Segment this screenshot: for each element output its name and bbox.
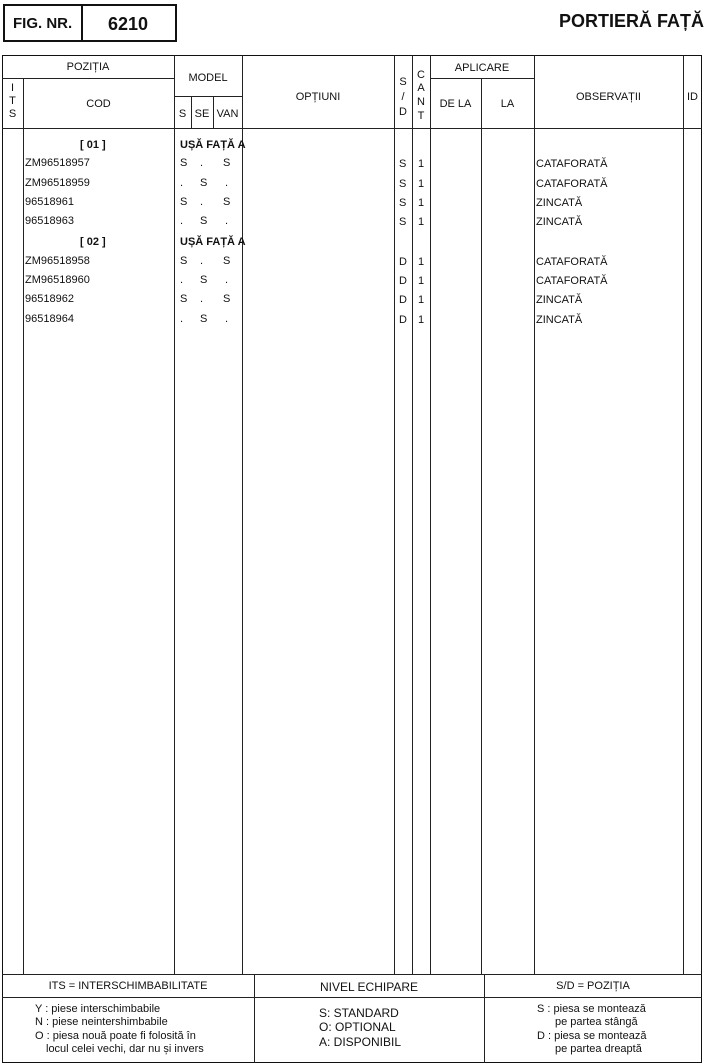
hline-pozitia [2,78,174,79]
obs-cell: ZINCATĂ [536,216,583,228]
hline-model [174,96,242,97]
sd-cell: S [399,197,407,209]
col-line-cod [174,55,175,974]
obs-cell: ZINCATĂ [536,294,583,306]
sd-cell: S [399,216,407,228]
cod-cell: 96518962 [25,293,74,305]
group-position: [ 02 ] [80,236,106,248]
fig-label: FIG. NR. [13,15,73,32]
model-se-cell: S [200,274,208,286]
header-la: LA [500,98,515,110]
header-cod: COD [86,98,111,110]
obs-cell: ZINCATĂ [536,314,583,326]
model-van-cell: S [223,196,231,208]
header-its-i: I [10,82,15,94]
legend-nivel-line: O: OPTIONAL [319,1020,396,1034]
model-s-cell: . [180,274,184,286]
hline-legend-top [2,974,702,975]
model-van-cell: . [225,215,229,227]
legend-its-title: ITS = INTERSCHIMBABILITATE [48,980,208,992]
model-van-cell: S [223,293,231,305]
header-observatii: OBSERVAȚII [575,91,641,103]
legend-nivel-line: S: STANDARD [319,1006,399,1020]
cant-cell: 1 [418,256,425,268]
model-van-cell: S [223,255,231,267]
col-line-cant [430,55,431,974]
parts-table [2,55,702,1063]
model-van-cell: S [223,157,231,169]
obs-cell: CATAFORATĂ [536,256,608,268]
obs-cell: ZINCATĂ [536,197,583,209]
cant-cell: 1 [418,294,425,306]
model-se-cell: . [200,255,204,267]
model-van-cell: . [225,313,229,325]
cod-cell: ZM96518957 [25,157,90,169]
header-its-s: S [8,108,17,120]
col-line-la [534,55,535,974]
header-model-se: SE [194,108,210,120]
model-s-cell: S [180,196,188,208]
header-cant-c: C [417,69,425,81]
header-model-van: VAN [216,108,239,120]
fig-number: 6210 [108,14,149,34]
model-s-cell: . [180,313,184,325]
cant-cell: 1 [418,216,425,228]
model-s-cell: S [180,293,188,305]
header-sd-d: D [399,106,407,118]
fig-number-box [81,4,177,42]
hline-legend-title [2,997,702,998]
group-name: UȘĂ FAȚĂ A [180,236,246,248]
header-pozitia: POZIȚIA [66,61,110,73]
sd-cell: S [399,158,407,170]
model-se-cell: S [200,177,208,189]
sd-cell: S [399,178,407,190]
header-cant-t: T [417,110,425,122]
sd-cell: D [399,275,407,287]
model-s-cell: . [180,215,184,227]
header-sd-s: S [399,76,407,88]
model-se-cell: S [200,215,208,227]
obs-cell: CATAFORATĂ [536,158,608,170]
cod-cell: 96518961 [25,196,74,208]
model-s-cell: S [180,255,188,267]
model-van-cell: . [225,274,229,286]
header-aplicare: APLICARE [454,62,510,74]
cant-cell: 1 [418,275,425,287]
cant-cell: 1 [418,158,425,170]
header-model: MODEL [188,72,228,84]
page-title: PORTIERĂ FAȚĂ [558,11,704,31]
legend-sd-line: pe partea stângă [555,1016,638,1028]
legend-nivel-title: NIVEL ECHIPARE [319,980,419,994]
model-se-cell: S [200,313,208,325]
sd-cell: D [399,294,407,306]
legend-its-line: locul celei vechi, dar nu și invers [46,1043,204,1055]
sd-cell: D [399,256,407,268]
legend-sd-line: S : piesa se montează [537,1003,646,1015]
header-de-la: DE LA [439,98,472,110]
legend-its-line: Y : piese interschimbabile [35,1003,161,1015]
legend-nivel-line: A: DISPONIBIL [319,1035,402,1049]
cod-cell: ZM96518959 [25,177,90,189]
header-optiuni: OPȚIUNI [295,91,341,103]
header-cant-a: A [417,82,425,94]
header-model-s: S [178,108,187,120]
group-position: [ 01 ] [80,139,106,151]
header-its-t: T [9,95,16,107]
model-s-cell: S [180,157,188,169]
cod-cell: 96518964 [25,313,74,325]
model-se-cell: . [200,293,204,305]
header-id: ID [687,91,698,103]
model-s-cell: . [180,177,184,189]
legend-its-line: N : piese neintershimbabile [35,1016,168,1028]
hline-header-bottom [2,128,702,129]
obs-cell: CATAFORATĂ [536,275,608,287]
legend-sd-line: pe partea dreaptă [555,1043,642,1055]
header-sd-slash: / [401,91,405,103]
cant-cell: 1 [418,178,425,190]
model-se-cell: . [200,196,204,208]
header-cant-n: N [417,96,425,108]
group-name: UȘĂ FAȚĂ A [180,139,246,151]
col-line-model [242,55,243,974]
col-line-dela [481,78,482,974]
legend-sd-line: D : piesa se montează [537,1030,647,1042]
fig-label-box [3,4,83,42]
cod-cell: 96518963 [25,215,74,227]
model-se-cell: . [200,157,204,169]
col-line-sd [412,55,413,974]
col-line-obs [683,55,684,974]
cod-cell: ZM96518958 [25,255,90,267]
legend-its-line: O : piesa nouă poate fi folosită în [35,1030,196,1042]
col-line-its [23,78,24,974]
cant-cell: 1 [418,197,425,209]
hline-aplicare [430,78,534,79]
legend-sd-title: S/D = POZIȚIA [556,980,630,992]
cod-cell: ZM96518960 [25,274,90,286]
cant-cell: 1 [418,314,425,326]
obs-cell: CATAFORATĂ [536,178,608,190]
model-van-cell: . [225,177,229,189]
sd-cell: D [399,314,407,326]
col-line-optiuni [394,55,395,974]
